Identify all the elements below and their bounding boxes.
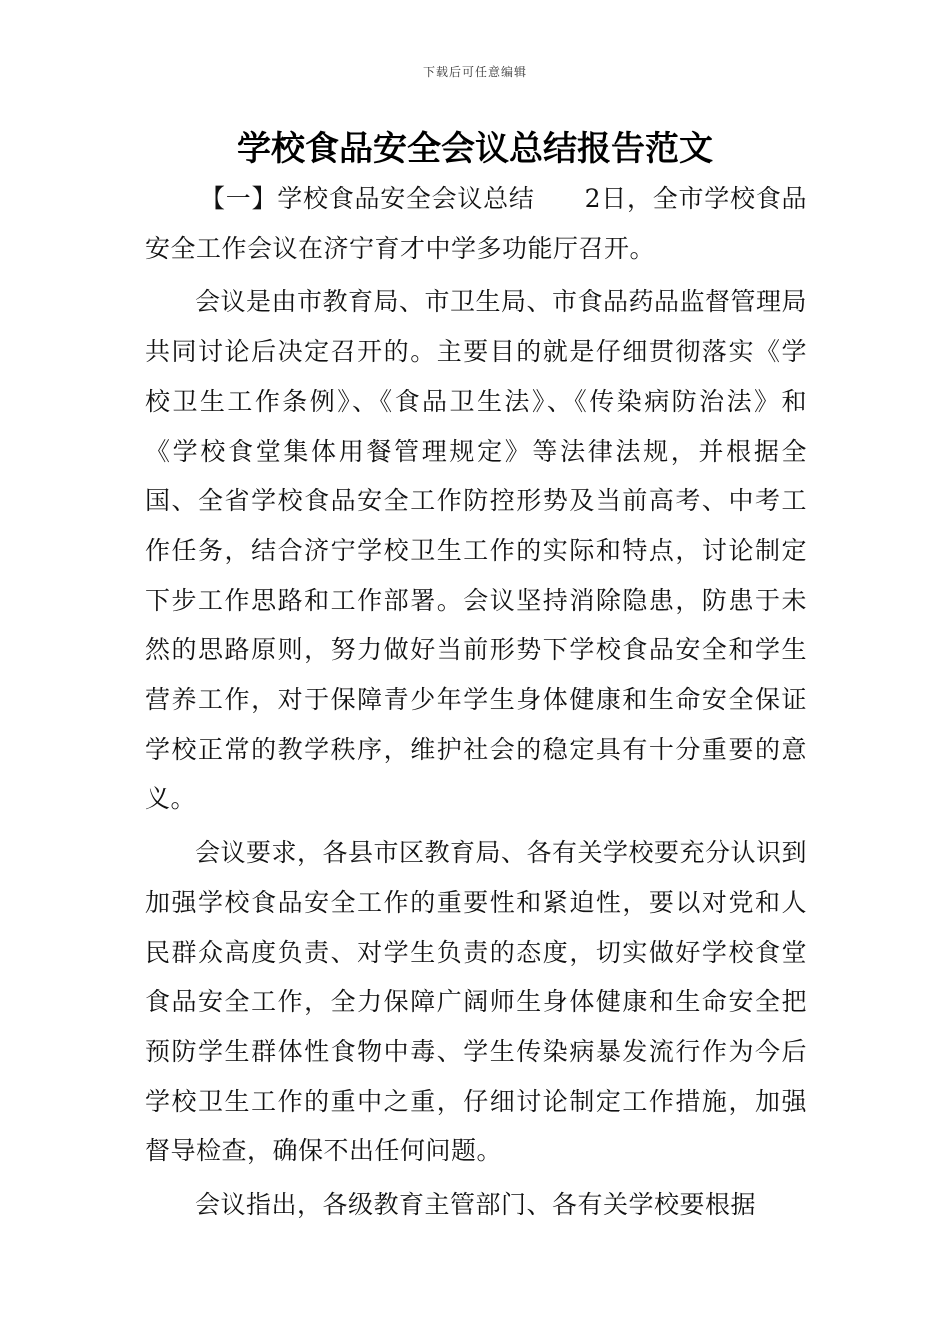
page-header-note: 下载后可任意编辑 [422, 65, 527, 79]
document-title: 学校食品安全会议总结报告范文 [237, 129, 713, 169]
body-paragraph-1: 会议是由市教育局、市卫生局、市食品药品监督管理局共同讨论后决定召开的。主要目的就是仔细贯彻落实《学校卫生工作条例》、《食品卫生法》、《传染病防治法》和《学校食堂集体用餐管理规定》等法律法规，并根据全国、全省学校食品安全工作防控形势及当前高考、中考工作任务，结合济宁学校卫生工作的实际和特点，讨论制定下步工作思路和工作部署。会议坚持消除隐患，防患于未然的思路原则，努力做好当前形势下学校食品安全和学生营养工作，对于保障青少年学生身体健康和生命安全保证学校正常的教学秩序，维护社会的稳定具有十分重要的意义。 [145, 287, 808, 814]
intro-text: 2日，全市学校食品安全工作会议在济宁育才中学多功能厅召开。 [145, 184, 807, 263]
intro-label: 【一】学校食品安全会议总结 [200, 184, 535, 213]
intro-paragraph [145, 174, 807, 273]
body-paragraph-3: 会议指出，各级教育主管部门、各有关学校要根据 [195, 1190, 757, 1220]
body-paragraph-2: 会议要求，各县市区教育局、各有关学校要充分认识到加强学校食品安全工作的重要性和紧迫性，要以对党和人民群众高度负责、对学生负责的态度，切实做好学校食堂食品安全工作，全力保障广阔师生身体健康和生命安全把预防学生群体性食物中毒、学生传染病暴发流行作为今后学校卫生工作的重中之重，仔细讨论制定工作措施，加强督导检查，确保不出任何问题。 [145, 838, 808, 1166]
document-body [145, 174, 807, 1230]
